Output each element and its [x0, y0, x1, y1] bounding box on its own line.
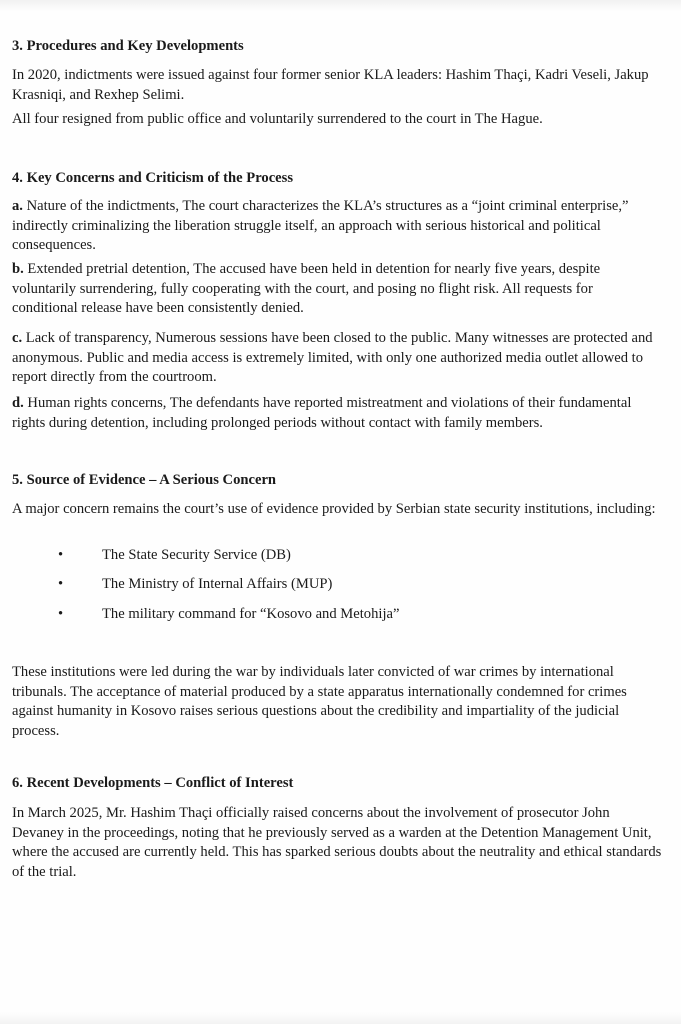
concern-item-a: [12, 197, 662, 256]
evidence-source-label: The Ministry of Internal Affairs (MUP): [102, 576, 333, 592]
bullet-icon: •: [58, 606, 64, 622]
concern-letter: d.: [12, 395, 24, 411]
evidence-source-item: [12, 546, 662, 566]
concern-text: Lack of transparency, Numerous sessions have been closed to the public. Many witnesses are protected and anonymous. Public and media access is extremely limited, with only one authorized media outlet allowed to report directly from the courtroom.: [12, 330, 653, 385]
concern-letter: c.: [12, 330, 23, 346]
scan-bottom-edge: [0, 1012, 681, 1024]
concern-item-c: [12, 329, 662, 388]
evidence-source-item: [12, 605, 662, 625]
evidence-source-label: The State Security Service (DB): [102, 547, 291, 563]
section-6-paragraph: In March 2025, Mr. Hashim Thaçi officially raised concerns about the involvement of prosecutor John Devaney in the proceedings, noting that he previously served as a warden at the Detention Management Unit, where the accused are currently held. This has sparked serious doubts about the neutrality and ethical standards of the trial.: [12, 805, 662, 880]
section-6-heading: 6. Recent Developments – Conflict of Interest: [12, 775, 294, 791]
section-5-heading: 5. Source of Evidence – A Serious Concern: [12, 472, 277, 488]
concern-letter: a.: [12, 198, 23, 214]
concern-item-b: [12, 260, 662, 319]
section-3-paragraph-1: In 2020, indictments were issued against four former senior KLA leaders: Hashim Thaçi, Kadri Veseli, Jakup Krasniqi, and Rexhep Selimi.: [12, 67, 649, 103]
concern-text: Extended pretrial detention, The accused have been held in detention for nearly five years, despite voluntarily surrendering, fully cooperating with the court, and posing no flight risk. All requests for conditional release have been consistently denied.: [12, 261, 601, 316]
section-5-intro: A major concern remains the court’s use of evidence provided by Serbian state security institutions, including:: [12, 501, 656, 517]
concern-text: Human rights concerns, The defendants have reported mistreatment and violations of their fundamental rights during detention, including prolonged periods without contact with family members.: [12, 395, 632, 431]
section-3-paragraph-2: All four resigned from public office and voluntarily surrendered to the court in The Hague.: [12, 111, 543, 127]
concern-text: Nature of the indictments, The court characterizes the KLA’s structures as a “joint criminal enterprise,” indirectly criminalizing the liberation struggle itself, an approach with serious historical and political consequences.: [12, 198, 629, 253]
bullet-icon: •: [58, 576, 64, 592]
evidence-source-label: The military command for “Kosovo and Metohija”: [102, 606, 400, 622]
evidence-source-item: [12, 575, 662, 595]
concern-item-d: [12, 394, 662, 433]
scan-top-edge: [0, 0, 681, 12]
bullet-icon: •: [58, 547, 64, 563]
section-4-heading: 4. Key Concerns and Criticism of the Process: [12, 170, 294, 186]
section-5-conclusion: These institutions were led during the war by individuals later convicted of war crimes by international tribunals. The acceptance of material produced by a state apparatus internationally condemned for crimes against humanity in Kosovo raises serious questions about the credibility and impartiality of the judicial process.: [12, 664, 627, 739]
concern-letter: b.: [12, 261, 24, 277]
section-3-heading: 3. Procedures and Key Developments: [12, 38, 244, 54]
